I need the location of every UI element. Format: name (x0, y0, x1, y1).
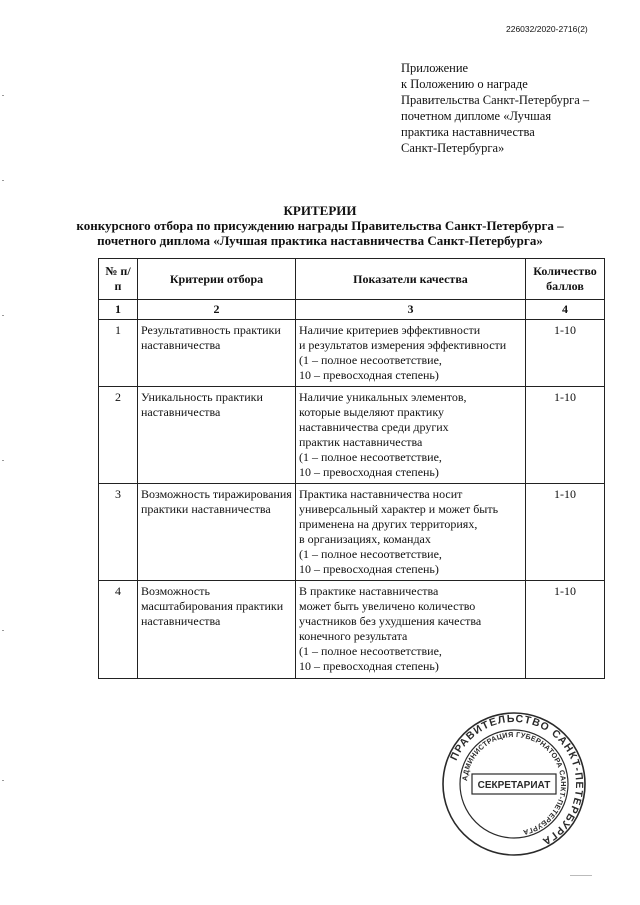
indicator-line: может быть увеличено количество (299, 599, 476, 613)
footer-mark (570, 875, 592, 876)
appendix-line: к Положению о награде (401, 77, 528, 91)
indicator-cell (296, 484, 526, 581)
stamp-inner-text: АДМИНИСТРАЦИЯ ГУБЕРНАТОРА САНКТ-ПЕТЕРБУРГА (460, 729, 569, 838)
indicator-line: которые выделяют практику (299, 405, 445, 419)
appendix-line: почетном дипломе «Лучшая (401, 109, 552, 123)
indicator-line: универсальный характер и может быть (299, 502, 499, 516)
column-numbers-row (99, 300, 605, 320)
indicator-line: Наличие критериев эффективности (299, 323, 481, 337)
table-header-row (99, 259, 605, 300)
title-line: конкурсного отбора по присуждению награды Правительства Санкт-Петербурга – (76, 218, 564, 233)
score-cell: 1-10 (526, 581, 605, 679)
stamp-center-text: СЕКРЕТАРИАТ (477, 780, 551, 791)
appendix-line: Санкт-Петербурга» (401, 141, 505, 155)
indicator-line: (1 – полное несоответствие, (299, 450, 442, 464)
table-row (99, 581, 605, 679)
indicator-line: конечного результата (299, 629, 408, 643)
header-score: Количество баллов (526, 259, 605, 300)
secretariat-stamp (441, 711, 587, 857)
indicator-line: (1 – полное несоответствие, (299, 353, 442, 367)
criteria-table (98, 258, 605, 679)
appendix-note (401, 60, 631, 156)
margin-mark (2, 95, 4, 96)
table-row (99, 320, 605, 387)
appendix-line: практика наставничества (401, 125, 535, 139)
margin-mark (2, 180, 4, 181)
indicator-cell (296, 581, 526, 679)
indicator-line: в организациях, командах (299, 532, 431, 546)
criterion-cell: Возможность масштабирования практики наставничества (138, 581, 296, 679)
appendix-line: Правительства Санкт-Петербурга – (401, 93, 590, 107)
column-number: 2 (138, 300, 296, 320)
table-row (99, 387, 605, 484)
appendix-line: Приложение (401, 61, 469, 75)
indicator-line: участников без ухудшения качества (299, 614, 482, 628)
indicator-line: Наличие уникальных элементов, (299, 390, 467, 404)
row-number: 1 (99, 320, 138, 387)
indicator-line: (1 – полное несоответствие, (299, 547, 442, 561)
header-number: № п/п (99, 259, 138, 300)
indicator-line: Практика наставничества носит (299, 487, 463, 501)
score-cell: 1-10 (526, 387, 605, 484)
column-number: 3 (296, 300, 526, 320)
margin-mark (2, 780, 4, 781)
column-number: 4 (526, 300, 605, 320)
indicator-cell (296, 320, 526, 387)
margin-mark (2, 630, 4, 631)
indicator-line: наставничества среди других (299, 420, 449, 434)
indicator-cell (296, 387, 526, 484)
column-number: 1 (99, 300, 138, 320)
indicator-line: В практике наставничества (299, 584, 439, 598)
criterion-cell: Результативность практики наставничества (138, 320, 296, 387)
document-title (0, 203, 640, 248)
header-indicator: Показатели качества (296, 259, 526, 300)
title-line: почетного диплома «Лучшая практика наставничества Санкт-Петербурга» (97, 233, 543, 248)
criterion-cell: Уникальность практики наставничества (138, 387, 296, 484)
indicator-line: (1 – полное несоответствие, (299, 644, 442, 658)
header-criterion: Критерии отбора (138, 259, 296, 300)
indicator-line: практик наставничества (299, 435, 423, 449)
title-heading: КРИТЕРИИ (283, 203, 357, 218)
indicator-line: применена на других территориях, (299, 517, 478, 531)
indicator-line: 10 – превосходная степень) (299, 465, 439, 479)
criterion-cell: Возможность тиражирования практики наставничества (138, 484, 296, 581)
score-cell: 1-10 (526, 484, 605, 581)
indicator-line: 10 – превосходная степень) (299, 368, 439, 382)
margin-mark (2, 315, 4, 316)
indicator-line: 10 – превосходная степень) (299, 562, 439, 576)
score-cell: 1-10 (526, 320, 605, 387)
table-row (99, 484, 605, 581)
indicator-line: и результатов измерения эффективности (299, 338, 507, 352)
row-number: 3 (99, 484, 138, 581)
document-number: 226032/2020-2716(2) (506, 24, 588, 34)
row-number: 2 (99, 387, 138, 484)
stamp-outer-text: ПРАВИТЕЛЬСТВО САНКТ-ПЕТЕРБУРГА (448, 712, 586, 848)
margin-mark (2, 460, 4, 461)
row-number: 4 (99, 581, 138, 679)
indicator-line: 10 – превосходная степень) (299, 659, 439, 673)
